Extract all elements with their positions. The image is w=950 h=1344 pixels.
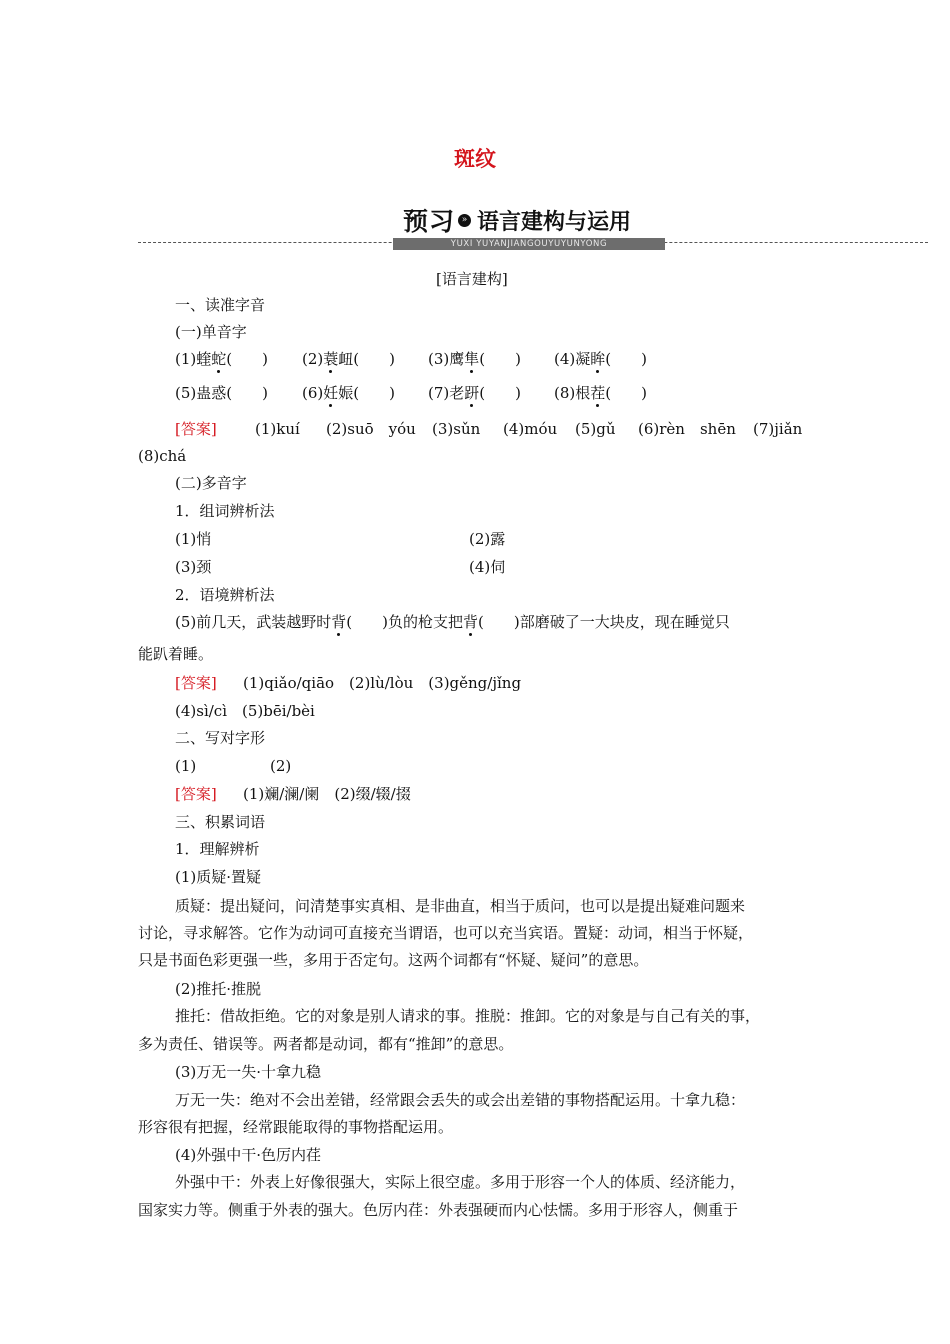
paragraph-line: 外强中干：外表上好像很强大，实际上很空虚。多用于形容一个人的体质、经济能力，: [175, 1173, 746, 1191]
paragraph-line: 国家实力等。侧重于外表的强大。色厉内荏：外表强硬而内心怯懦。多用于形容人，侧重于: [138, 1201, 739, 1219]
question-2: (2)蓑衄( ): [302, 350, 395, 368]
word-pair-title: (3)万无一失·十拿九稳: [175, 1063, 322, 1081]
answer-label: [答案]: [175, 674, 217, 692]
heading-vocabulary: 三、积累词语: [175, 813, 266, 831]
word-item: (2)露: [469, 530, 506, 548]
answer-item: (2)suō yóu: [326, 420, 416, 438]
paragraph-line: 万无一失：绝对不会出差错，经常跟会丢失的或会出差错的事物搭配运用。十拿九稳：: [175, 1091, 746, 1109]
paragraph-line: 只是书面色彩更强一些，多用于否定句。这两个词都有“怀疑、疑问”的意思。: [138, 951, 649, 969]
question-8: (8)根茬( ): [554, 384, 647, 402]
word-pair-title: (2)推托·推脱: [175, 980, 262, 998]
answer-item: (7)jiǎn: [753, 420, 803, 438]
glyph-item: (1): [175, 757, 197, 775]
heading-pronunciation: 一、读准字音: [175, 296, 266, 314]
answer-text: (1)斓/澜/阑 (2)缀/辍/掇: [243, 785, 411, 803]
heading-single-char: (一)单音字: [175, 323, 247, 341]
heading-glyphs: 二、写对字形: [175, 729, 266, 747]
answer-label: [答案]: [175, 785, 217, 803]
answer-text: (1)qiǎo/qiāo (2)lù/lòu (3)gěng/jǐng: [243, 674, 522, 692]
answer-item: (6)rèn shēn: [638, 420, 736, 438]
answer-text: (4)sì/cì (5)bēi/bèi: [175, 702, 315, 720]
question-6: (6)妊娠( ): [302, 384, 395, 402]
paragraph-line: 形容很有把握，经常跟能取得的事物搭配运用。: [138, 1118, 454, 1136]
page-title: 斑纹: [454, 147, 496, 171]
context-sentence-cont: 能趴着睡。: [138, 645, 214, 663]
question-5: (5)蛊惑( ): [175, 384, 268, 402]
context-sentence: (5)前几天，武装越野时背( )负的枪支把背( )部磨破了一大块皮，现在睡觉只: [175, 613, 730, 631]
banner-main: 预习: [403, 207, 456, 236]
banner-pinyin: YUXI YUYANJIANGOUYUYUNYONG: [393, 238, 665, 250]
word-item: (1)悄: [175, 530, 212, 548]
word-pair-title: (1)质疑·置疑: [175, 868, 262, 886]
answer-item: (8)chá: [138, 447, 187, 465]
answer-item: (4)móu: [503, 420, 558, 438]
word-pair-title: (4)外强中干·色厉内荏: [175, 1146, 322, 1164]
answer-label: [答案]: [175, 420, 217, 438]
heading-multi-char: (二)多音字: [175, 474, 247, 492]
glyph-item: (2): [270, 757, 292, 775]
answer-item: (3)sǔn: [432, 420, 481, 438]
question-3: (3)鹰隼( ): [428, 350, 521, 368]
paragraph-line: 讨论，寻求解答。它作为动词可直接充当谓语，也可以充当宾语。置疑：动词，相当于怀疑，: [138, 924, 754, 942]
method-2: 2．语境辨析法: [175, 586, 275, 604]
banner-sub: 语言建构与运用: [477, 209, 632, 235]
word-item: (3)颈: [175, 558, 212, 576]
answer-item: (5)gǔ: [575, 420, 616, 438]
question-1: (1)蝰蛇( ): [175, 350, 268, 368]
double-arrow-icon: »: [458, 214, 471, 227]
paragraph-line: 多为责任、错误等。两者都是动词，都有“推卸”的意思。: [138, 1035, 514, 1053]
paragraph-line: 推托：借故拒绝。它的对象是别人请求的事。推脱：推卸。它的对象是与自己有关的事，: [175, 1007, 761, 1025]
method-1: 1．组词辨析法: [175, 502, 275, 520]
question-7: (7)老趼( ): [428, 384, 521, 402]
word-item: (4)伺: [469, 558, 506, 576]
question-4: (4)凝眸( ): [554, 350, 647, 368]
section-label: [语言建构]: [436, 270, 508, 288]
vocab-subheading: 1．理解辨析: [175, 840, 260, 858]
paragraph-line: 质疑：提出疑问，问清楚事实真相、是非曲直，相当于质问，也可以是提出疑难问题来: [175, 897, 746, 915]
answer-item: (1)kuí: [255, 420, 300, 438]
section-banner: [403, 203, 631, 237]
